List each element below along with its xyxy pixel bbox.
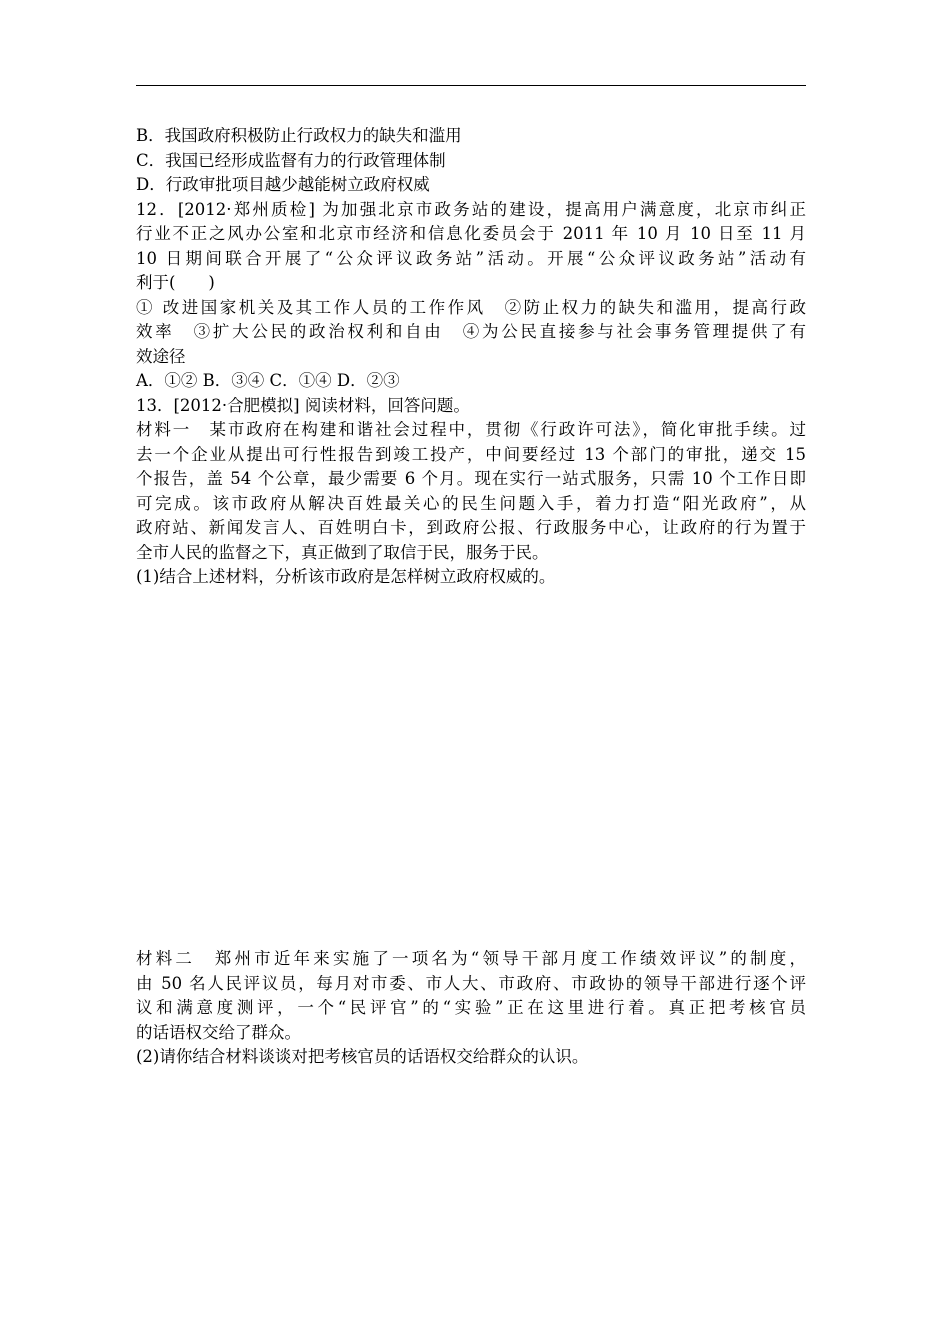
material-1-line-2: 去一个企业从提出可行性报告到竣工投产，中间要经过 13 个部门的审批，递交 15 [136,444,806,464]
q12-line-4: 利于( ) [136,273,215,292]
material-1-line-6: 全市人民的监督之下，真正做到了取信于民，服务于民。 [136,542,549,562]
material-2-line-1: 材料二 郑州市近年来实施了一项名为“领导干部月度工作绩效评议”的制度， [136,949,806,968]
q12-line-1: 12．[2012·郑州质检] 为加强北京市政务站的建设，提高用户满意度，北京市纠正 [136,199,806,219]
sub-question-2: (2)请你结合材料谈谈对把考核官员的话语权交给群众的认识。 [136,1047,589,1066]
q12-choices-line-2: 效率 ③扩大公民的政治权利和自由 ④为公民直接参与社会事务管理提供了有 [136,322,806,341]
option-b: B．我国政府积极防止行政权力的缺失和滥用 [136,126,462,145]
option-d: D．行政审批项目越少越能树立政府权威 [136,175,430,194]
material-1-line-5: 政府站、新闻发言人、百姓明白卡，到政府公报、行政服务中心，让政府的行为置于 [136,518,806,537]
q12-choices-line-3: 效途径 [136,346,186,366]
material-2-line-4: 的话语权交给了群众。 [136,1022,301,1042]
q12-answer-options: A．①② B．③④ C．①④ D．②③ [136,371,400,390]
q13-heading: 13．[2012·合肥模拟] 阅读材料，回答问题。 [136,395,470,415]
q12-line-3: 10 日期间联合开展了“公众评议政务站”活动。开展“公众评议政务站”活动有 [136,248,806,268]
sub-question-1: (1)结合上述材料，分析该市政府是怎样树立政府权威的。 [136,567,556,586]
option-c: C．我国已经形成监督有力的行政管理体制 [136,150,446,170]
q12-choices-line-1: ① 改进国家机关及其工作人员的工作作风 ②防止权力的缺失和滥用，提高行政 [136,297,806,317]
material-2-line-2: 由 50 名人民评议员，每月对市委、市人大、市政府、市政协的领导干部进行逐个评 [136,973,806,993]
material-1-line-4: 可完成。该市政府从解决百姓最关心的民生问题入手，着力打造“阳光政府”，从 [136,493,806,513]
question-section-1 [136,124,806,590]
header-rule [136,85,806,86]
material-1-line-1: 材料一 某市政府在构建和谐社会过程中，贯彻《行政许可法》，简化审批手续。过 [136,420,806,439]
q12-line-2: 行业不正之风办公室和北京市经济和信息化委员会于 2011 年 10 月 10 日至 11 月 [136,224,806,243]
question-section-2 [136,947,806,1070]
material-2-line-3: 议和满意度测评，一个“民评官”的“实验”正在这里进行着。真正把考核官员 [136,998,806,1017]
material-1-line-3: 个报告，盖 54 个公章，最少需要 6 个月。现在实行一站式服务，只需 10 个工作日即 [136,469,806,488]
